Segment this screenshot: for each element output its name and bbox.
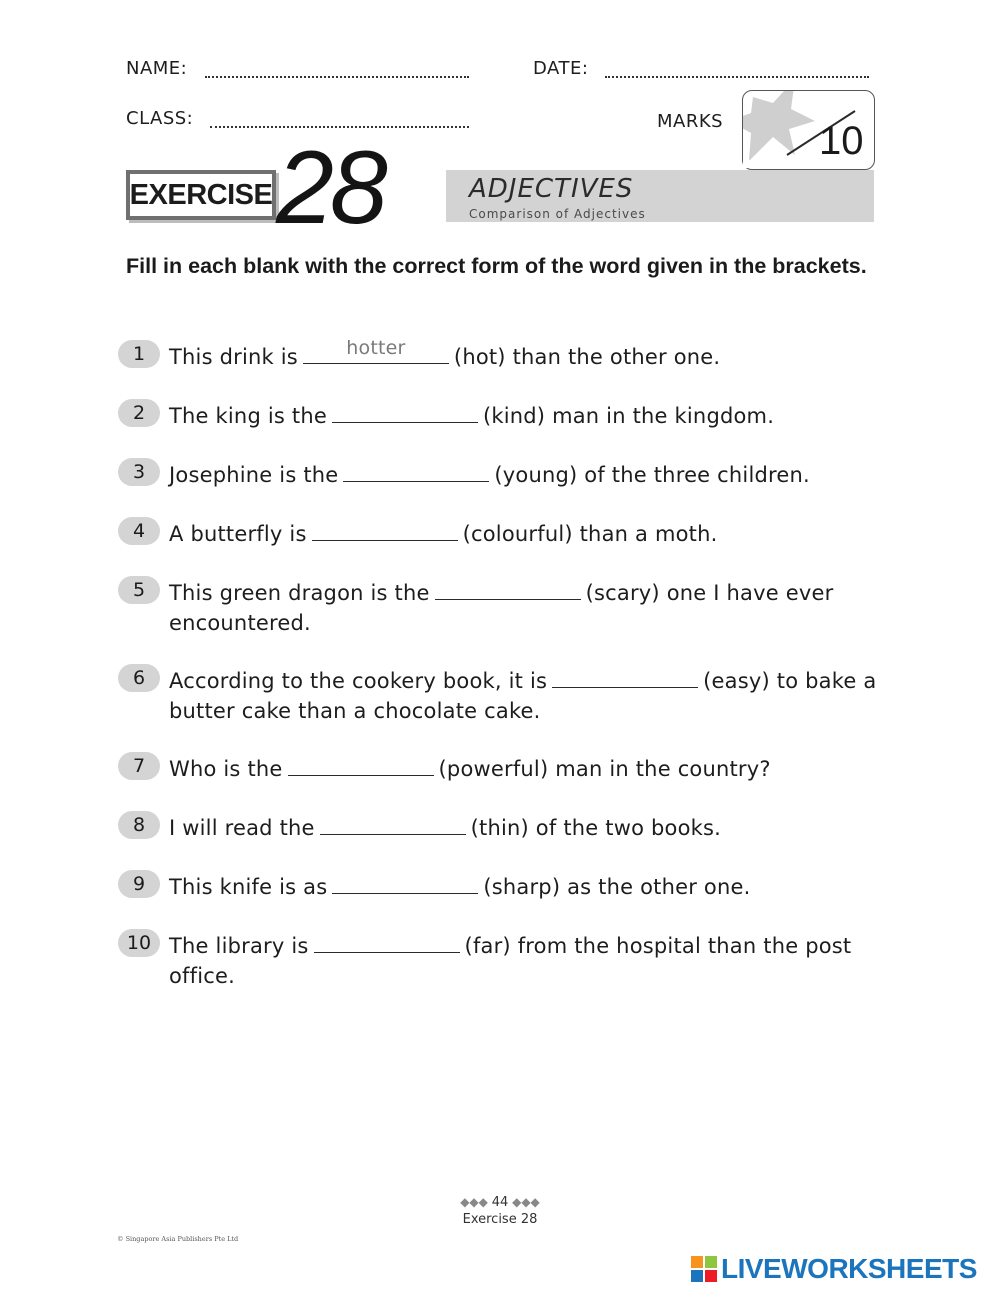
question-prompt: This green dragon is the <box>169 581 430 605</box>
question-text <box>169 928 883 991</box>
question-hint: (thin) of the two books. <box>470 816 721 840</box>
question-text <box>169 751 883 784</box>
liveworksheets-logo-icon <box>691 1256 717 1282</box>
question-hint: (colourful) than a moth. <box>462 522 718 546</box>
question-prompt: According to the cookery book, it is <box>169 669 548 693</box>
date-label: DATE: <box>533 58 589 79</box>
name-blank[interactable] <box>205 76 469 78</box>
question-hint: (far) from the hospital than the post office. <box>169 934 852 988</box>
page-caption: Exercise 28 <box>462 1212 538 1227</box>
exercise-label: EXERCISE <box>129 178 273 211</box>
exercise-label-box <box>126 170 276 220</box>
question-text <box>169 575 883 638</box>
copyright-notice: © Singapore Asia Publishers Pte Ltd <box>117 1235 239 1243</box>
date-blank[interactable] <box>605 76 869 78</box>
question-number: 2 <box>118 399 160 427</box>
exercise-number: 28 <box>276 130 384 246</box>
question-hint: (young) of the three children. <box>494 463 810 487</box>
answer-text: hotter <box>346 337 406 359</box>
question-hint: (kind) man in the kingdom. <box>482 404 775 428</box>
question-number: 6 <box>118 664 160 692</box>
question-text <box>169 457 883 490</box>
question-hint: (scary) one I have ever encountered. <box>169 581 834 635</box>
answer-blank[interactable] <box>343 457 489 482</box>
question-hint: (easy) to bake a butter cake than a chocolate cake. <box>169 669 877 723</box>
question-number: 3 <box>118 458 160 486</box>
diamond-icon: ◆◆◆ <box>460 1195 488 1209</box>
name-label: NAME: <box>126 58 188 79</box>
diamond-icon: ◆◆◆ <box>512 1195 540 1209</box>
question-number: 10 <box>118 929 160 957</box>
answer-blank[interactable] <box>288 751 434 776</box>
question-hint: (powerful) man in the country? <box>438 757 771 781</box>
topic-title: ADJECTIVES <box>469 174 634 204</box>
question-prompt: Who is the <box>169 757 283 781</box>
answer-blank[interactable] <box>435 575 581 600</box>
answer-blank[interactable] <box>332 869 478 894</box>
instructions: Fill in each blank with the correct form of the word given in the brackets. <box>126 254 867 278</box>
question-prompt: Josephine is the <box>169 463 339 487</box>
marks-box <box>742 90 875 170</box>
page-number-text: 44 <box>491 1195 509 1210</box>
liveworksheets-logo-text: LIVEWORKSHEETS <box>721 1253 977 1284</box>
question-number: 4 <box>118 517 160 545</box>
question-text <box>169 869 883 902</box>
answer-blank[interactable] <box>552 663 698 688</box>
question-prompt: This drink is <box>169 345 298 369</box>
question-text <box>169 339 883 372</box>
question-number: 5 <box>118 576 160 604</box>
question-prompt: The king is the <box>169 404 327 428</box>
question-number: 9 <box>118 870 160 898</box>
question-prompt: I will read the <box>169 816 315 840</box>
answer-blank[interactable] <box>320 810 466 835</box>
question-hint: (sharp) as the other one. <box>483 875 751 899</box>
question-number: 1 <box>118 340 160 368</box>
marks-total: 10 <box>819 119 864 163</box>
question-prompt: The library is <box>169 934 309 958</box>
answer-blank[interactable] <box>332 398 478 423</box>
question-hint: (hot) than the other one. <box>453 345 721 369</box>
question-text <box>169 810 883 843</box>
class-blank[interactable] <box>210 126 469 128</box>
question-text <box>169 663 883 726</box>
answer-blank[interactable] <box>312 516 458 541</box>
marks-label: MARKS <box>657 111 724 132</box>
answer-blank[interactable] <box>303 339 449 364</box>
question-text <box>169 398 883 431</box>
question-prompt: A butterfly is <box>169 522 307 546</box>
class-label: CLASS: <box>126 108 194 129</box>
question-prompt: This knife is as <box>169 875 328 899</box>
topic-subtitle: Comparison of Adjectives <box>469 207 646 221</box>
question-number: 7 <box>118 752 160 780</box>
question-text <box>169 516 883 549</box>
liveworksheets-logo[interactable] <box>691 1254 991 1284</box>
question-number: 8 <box>118 811 160 839</box>
answer-blank[interactable] <box>314 928 460 953</box>
page-number <box>452 1195 548 1210</box>
